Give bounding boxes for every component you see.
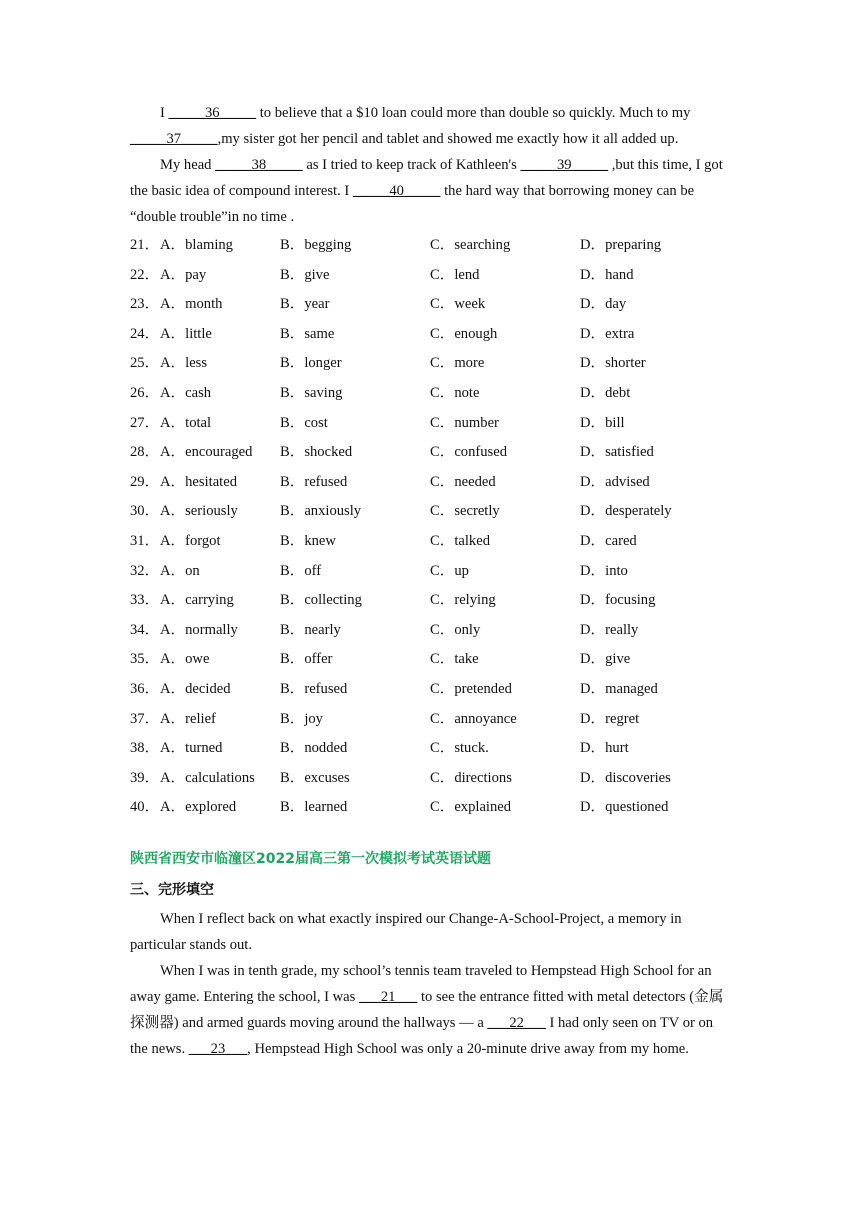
option-b: B．shocked <box>280 444 353 461</box>
option-b: B．longer <box>280 355 342 372</box>
option-a: A．normally <box>160 621 238 638</box>
text-run: as I tried to keep track of Kathleen's <box>302 157 521 173</box>
option-b: B．anxiously <box>280 503 362 520</box>
question-number: 24． <box>130 325 160 342</box>
option-d: D．satisfied <box>580 444 654 461</box>
blank-21: ___21___ <box>358 989 418 1005</box>
text-run: ,my sister got her pencil and tablet and showed me exactly how it all added up. <box>217 131 679 147</box>
blank-36: _____36_____ <box>168 105 257 121</box>
question-row <box>130 646 750 676</box>
options-list <box>130 232 750 824</box>
question-number: 37． <box>130 710 160 727</box>
option-a: A．on <box>160 562 200 579</box>
option-a: A．less <box>160 355 208 372</box>
option-b: B．offer <box>280 651 333 668</box>
option-b: B．collecting <box>280 592 362 609</box>
passage2-paragraph1 <box>130 906 730 958</box>
option-a: A．little <box>160 325 212 342</box>
question-number: 25． <box>130 355 160 372</box>
blank-40: _____40_____ <box>352 183 441 199</box>
option-a: A．blaming <box>160 237 233 253</box>
passage1-paragraph1 <box>130 100 730 152</box>
option-d: D．hurt <box>580 740 629 757</box>
option-c: C．up <box>430 562 469 579</box>
question-number: 40． <box>130 799 160 816</box>
option-c: C．number <box>430 414 499 431</box>
question-number: 35． <box>130 651 160 668</box>
option-a: A．forgot <box>160 532 221 549</box>
text-run: , Hempstead High School was only a 20-minute drive away from my home. <box>247 1041 689 1057</box>
option-b: B．learned <box>280 799 348 816</box>
question-number: 22． <box>130 266 160 283</box>
question-row <box>130 232 750 262</box>
option-d: D．desperately <box>580 503 672 520</box>
blank-39: _____39_____ <box>520 157 609 173</box>
option-c: C．enough <box>430 325 498 342</box>
text-run: I had only seen on TV or on the news. <box>130 1015 714 1057</box>
text-run: to see the entrance fitted with metal detectors (金属探测器) and armed guards moving around the hallways — a <box>130 989 724 1031</box>
option-a: A．turned <box>160 740 223 757</box>
question-number: 39． <box>130 769 160 786</box>
option-b: B．saving <box>280 384 343 401</box>
option-c: C．lend <box>430 266 480 283</box>
question-number: 28． <box>130 444 160 461</box>
option-b: B．joy <box>280 710 323 727</box>
option-c: C．take <box>430 651 479 668</box>
question-number: 34． <box>130 621 160 638</box>
option-d: D．bill <box>580 414 625 431</box>
option-d: D．really <box>580 621 639 638</box>
option-a: A．explored <box>160 799 237 816</box>
option-d: D．regret <box>580 710 640 727</box>
option-c: C．only <box>430 621 481 638</box>
option-a: A．carrying <box>160 592 234 609</box>
option-b: B．year <box>280 296 330 313</box>
question-row <box>130 558 750 588</box>
blank-37: _____37_____ <box>130 131 218 147</box>
option-b: B．off <box>280 562 322 579</box>
option-a: A．total <box>160 414 212 431</box>
option-b: B．excuses <box>280 769 350 786</box>
option-a: A．calculations <box>160 769 255 786</box>
option-c: C．needed <box>430 473 496 490</box>
option-d: D．shorter <box>580 355 646 372</box>
text-run: to believe that a $10 loan could more than double so quickly. Much to my <box>256 105 691 121</box>
option-d: D．into <box>580 562 628 579</box>
option-b: B．give <box>280 266 330 283</box>
question-number: 33． <box>130 592 160 609</box>
option-c: C．talked <box>430 532 490 549</box>
question-row <box>130 262 750 292</box>
question-row <box>130 321 750 351</box>
question-row <box>130 350 750 380</box>
option-c: C．explained <box>430 799 512 816</box>
question-row <box>130 498 750 528</box>
question-number: 30． <box>130 503 160 520</box>
text-run: I <box>160 105 169 121</box>
question-row <box>130 439 750 469</box>
text-run: ,but this time, I got the basic idea of compound interest. I <box>130 157 723 199</box>
source-title: 陕西省西安市临潼区2022届高三第一次模拟考试英语试题 <box>130 851 491 867</box>
question-number: 32． <box>130 562 160 579</box>
option-c: C．searching <box>430 237 511 253</box>
option-b: B．nodded <box>280 740 348 757</box>
option-d: D．extra <box>580 325 635 342</box>
option-a: A．seriously <box>160 503 238 520</box>
question-row <box>130 735 750 765</box>
option-d: D．discoveries <box>580 769 671 786</box>
section-title: 三、完形填空 <box>130 882 214 898</box>
option-b: B．begging <box>280 237 352 253</box>
option-b: B．knew <box>280 532 336 549</box>
question-number: 31． <box>130 532 160 549</box>
option-b: B．nearly <box>280 621 341 638</box>
question-row <box>130 706 750 736</box>
option-a: A．decided <box>160 680 231 697</box>
option-d: D．cared <box>580 532 637 549</box>
text-run: When I was in tenth grade, my school’s tennis team traveled to Hempstead High School for an away game. Entering the school, I was <box>130 963 712 1005</box>
question-number: 29． <box>130 473 160 490</box>
option-d: D．focusing <box>580 592 656 609</box>
option-c: C．stuck. <box>430 740 489 757</box>
option-b: B．refused <box>280 473 348 490</box>
option-a: A．owe <box>160 651 210 668</box>
question-row <box>130 469 750 499</box>
question-row <box>130 528 750 558</box>
text-run: When I reflect back on what exactly inspired our Change-A-School-Project, a memory in particular stands out. <box>130 911 682 953</box>
question-number: 38． <box>130 740 160 757</box>
option-d: D．hand <box>580 266 634 283</box>
option-b: B．same <box>280 325 335 342</box>
question-row <box>130 380 750 410</box>
question-row <box>130 676 750 706</box>
option-d: D．day <box>580 296 627 313</box>
option-a: A．month <box>160 296 223 313</box>
option-a: A．pay <box>160 266 207 283</box>
question-number: 26． <box>130 384 160 401</box>
option-c: C．confused <box>430 444 508 461</box>
blank-23: ___23___ <box>188 1041 248 1057</box>
text-run: My head <box>160 157 216 173</box>
option-d: D．questioned <box>580 799 669 816</box>
option-a: A．cash <box>160 384 212 401</box>
question-row <box>130 765 750 795</box>
option-c: C．pretended <box>430 680 512 697</box>
option-d: D．debt <box>580 384 631 401</box>
question-number: 23． <box>130 296 160 313</box>
option-d: D．managed <box>580 680 658 697</box>
option-c: C．annoyance <box>430 710 517 727</box>
question-number: 27． <box>130 414 160 431</box>
text-run: the hard way that borrowing money can be “double trouble”in no time . <box>130 183 695 225</box>
option-a: A．hesitated <box>160 473 238 490</box>
option-a: A．encouraged <box>160 444 253 461</box>
option-d: D．give <box>580 651 631 668</box>
question-row <box>130 410 750 440</box>
option-c: C．secretly <box>430 503 500 520</box>
option-d: D．advised <box>580 473 650 490</box>
blank-38: _____38_____ <box>215 157 303 173</box>
option-c: C．relying <box>430 592 496 609</box>
option-c: C．directions <box>430 769 512 786</box>
passage2-paragraph2 <box>130 958 730 1062</box>
question-row <box>130 794 750 824</box>
option-c: C．week <box>430 296 486 313</box>
question-row <box>130 617 750 647</box>
option-c: C．note <box>430 384 480 401</box>
option-c: C．more <box>430 355 485 372</box>
blank-22: ___22___ <box>487 1015 546 1031</box>
question-number: 36． <box>130 680 160 697</box>
option-d: D．preparing <box>580 237 662 253</box>
question-row <box>130 291 750 321</box>
question-number: 21． <box>130 237 160 253</box>
option-b: B．cost <box>280 414 328 431</box>
passage1-paragraph2 <box>130 152 730 230</box>
question-row <box>130 587 750 617</box>
option-b: B．refused <box>280 680 348 697</box>
option-a: A．relief <box>160 710 216 727</box>
